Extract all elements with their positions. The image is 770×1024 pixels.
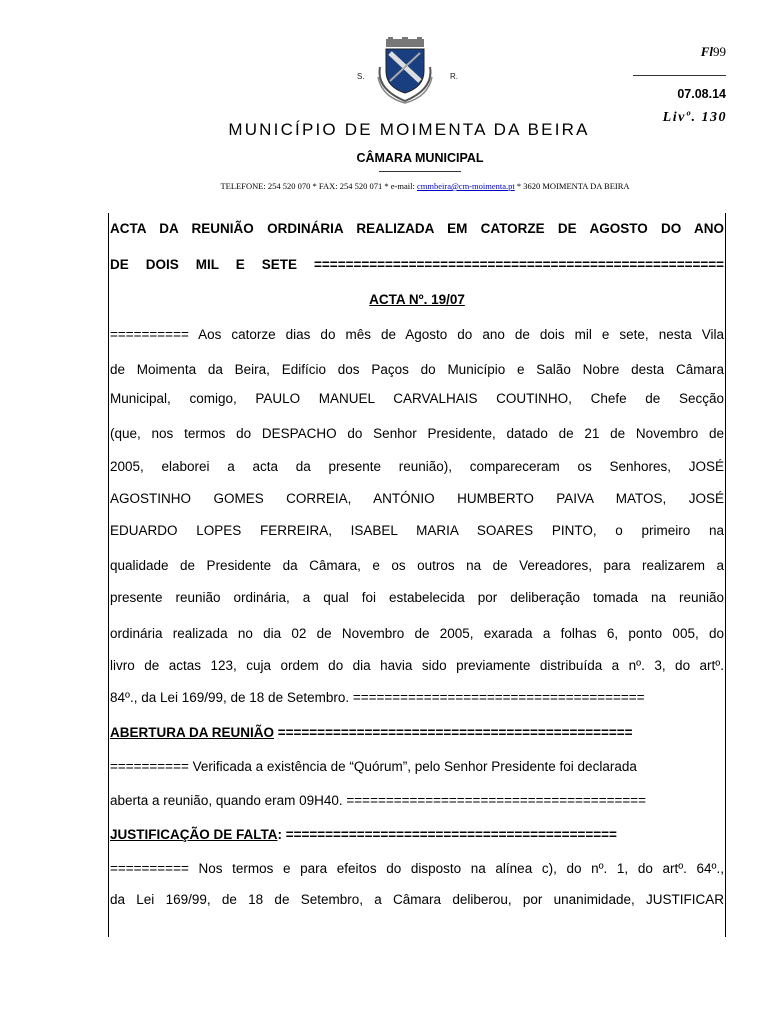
municipal-crest-logo — [372, 37, 438, 107]
title-line-2: DE DOIS MIL E SETE ==================================================== — [110, 257, 724, 272]
body-line: ========== Aos catorze dias do mês de Agosto do ano de dois mil e sete, nesta Vila — [110, 327, 724, 342]
folio-number: Fl99 — [700, 44, 726, 59]
body-line: da Lei 169/99, de 18 de Setembro, a Câmara deliberou, por unanimidade, JUSTIFICAR — [110, 892, 724, 907]
body-line: aberta a reunião, quando eram 09H40. ====================================== — [110, 793, 646, 808]
contact-line: TELEFONE: 254 520 070 * FAX: 254 520 071 * e-mail: cmmbeira@cm-moimenta.pt * 3620 MOIMENTA DA BEIRA — [220, 181, 630, 191]
crest-letter-left: S. — [357, 72, 365, 81]
body-line: ========== Nos termos e para efeitos do disposto na alínea c), do nº. 1, do artº. 64º., — [110, 861, 724, 876]
body-line: AGOSTINHO GOMES CORREIA, ANTÓNIO HUMBERTO PAIVA MATOS, JOSÉ — [110, 491, 724, 506]
body-line: ordinária realizada no dia 02 de Novembro de 2005, exarada a folhas 6, ponto 005, do — [110, 626, 724, 641]
folio-rule — [633, 75, 726, 76]
title-line-1: ACTA DA REUNIÃO ORDINÁRIA REALIZADA EM CATORZE DE AGOSTO DO ANO — [110, 221, 724, 236]
crest-letter-right: R. — [450, 72, 458, 81]
document-date: 07.08.14 — [677, 87, 726, 101]
acta-number: ACTA Nº. 19/07 — [369, 292, 465, 307]
body-line: qualidade de Presidente da Câmara, e os outros na de Vereadores, para realizarem a — [110, 558, 724, 573]
email-link[interactable]: cmmbeira@cm-moimenta.pt — [416, 181, 515, 191]
body-line: 84º., da Lei 169/99, de 18 de Setembro. ===================================== — [110, 690, 645, 705]
body-line: presente reunião ordinária, a qual foi estabelecida por deliberação tomada na reunião — [110, 590, 724, 605]
body-line: 2005, elaborei a acta da presente reunião), compareceram os Senhores, JOSÉ — [110, 459, 724, 474]
body-line: ========== Verificada a existência de “Quórum”, pelo Senhor Presidente foi declarada — [110, 759, 637, 774]
body-line: EDUARDO LOPES FERREIRA, ISABEL MARIA SOARES PINTO, o primeiro na — [110, 523, 724, 538]
body-line: Municipal, comigo, PAULO MANUEL CARVALHAIS COUTINHO, Chefe de Secção — [110, 391, 724, 406]
body-line: de Moimenta da Beira, Edifício dos Paços do Município e Salão Nobre desta Câmara — [110, 362, 724, 377]
subtitle-rule — [379, 171, 461, 172]
camara-subtitle: CÂMARA MUNICIPAL — [356, 151, 484, 165]
page-frame-left — [108, 213, 109, 937]
page-frame-right — [725, 213, 726, 937]
section-heading-abertura: ABERTURA DA REUNIÃO ============================================= — [110, 725, 633, 740]
body-line: (que, nos termos do DESPACHO do Senhor Presidente, datado de 21 de Novembro de — [110, 426, 724, 441]
section-heading-justificacao: JUSTIFICAÇÃO DE FALTA: ========================================== — [110, 827, 617, 842]
municipality-title: MUNICÍPIO DE MOIMENTA DA BEIRA — [228, 120, 590, 139]
book-number: Livº. 130 — [662, 110, 727, 125]
body-line: livro de actas 123, cuja ordem do dia havia sido previamente distribuída a nº. 3, do artº. — [110, 658, 724, 673]
